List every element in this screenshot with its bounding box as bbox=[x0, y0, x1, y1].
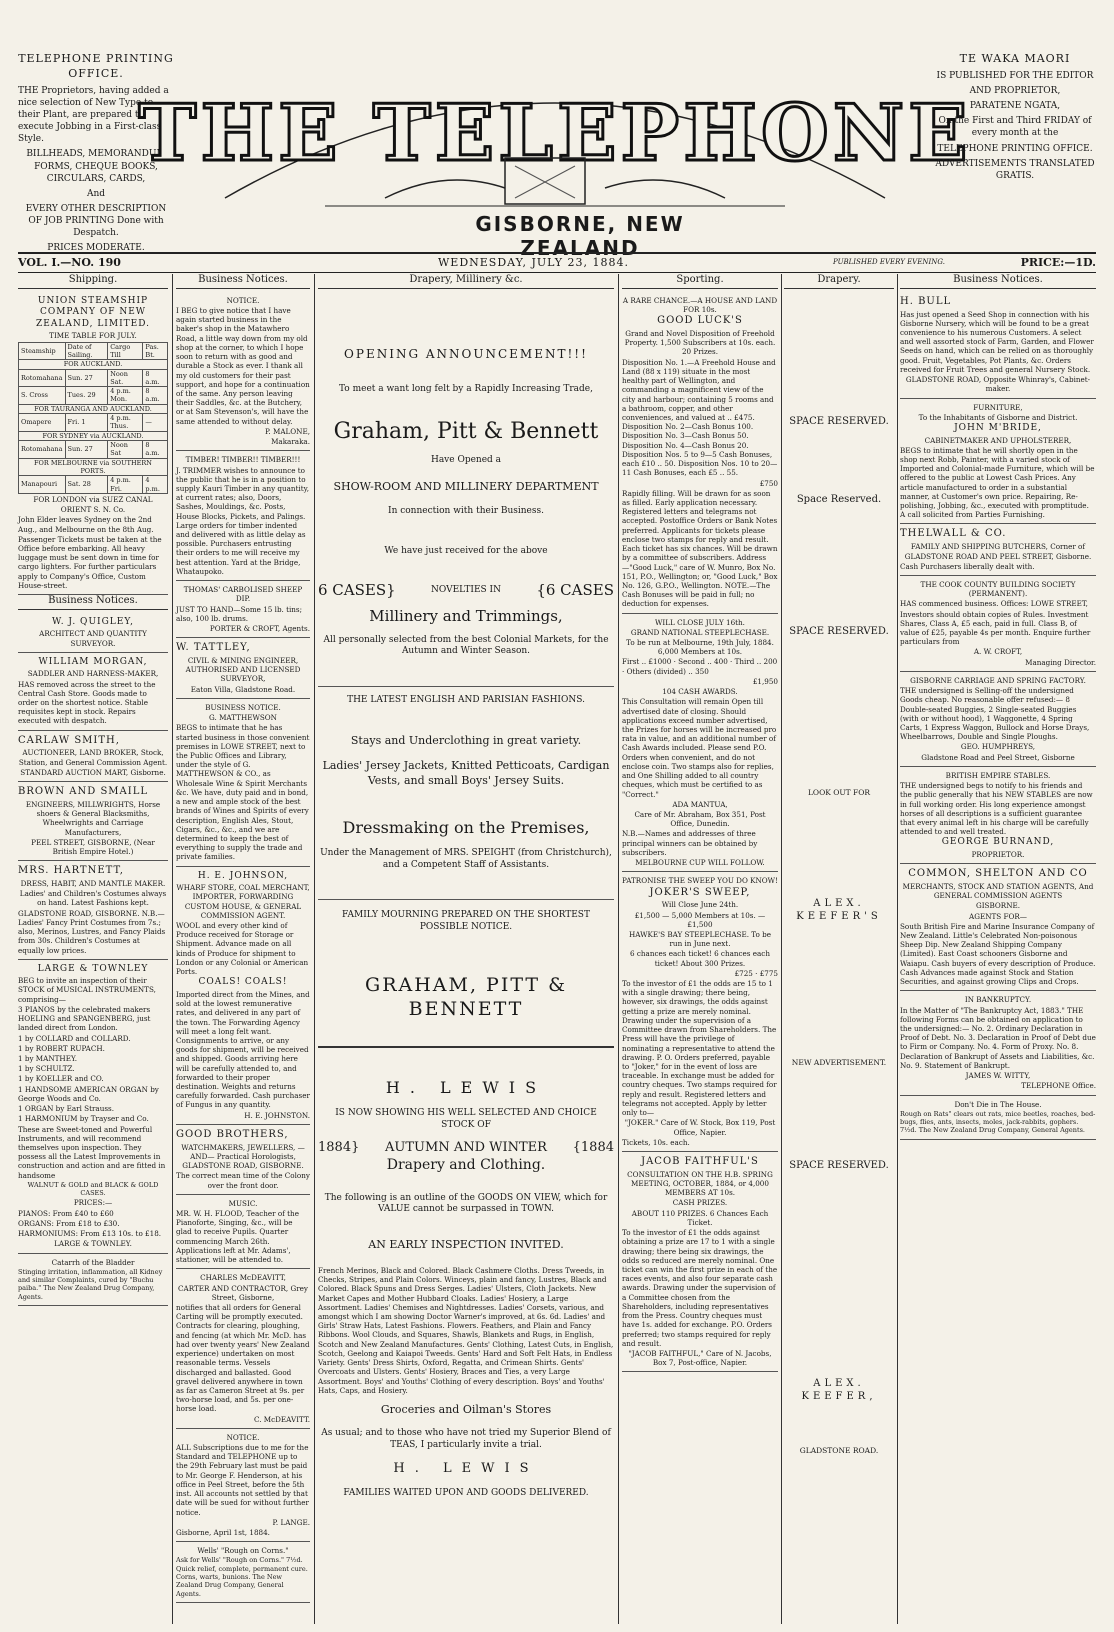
place-line: GISBORNE, NEW ZEALAND bbox=[475, 212, 685, 260]
grand-national-title: GRAND NATIONAL STEEPLECHASE. bbox=[630, 627, 770, 637]
morgan-body: HAS removed across the street to the Central Cash Store. Goods made to order on the shortest notice. Stable requisites kept in stock. Repairs executed with despatch. bbox=[18, 679, 156, 726]
groceries-body: As usual; and to those who have not tried my Superior Blend of TEAS, I particularly invite a trial. bbox=[321, 1428, 611, 1450]
dont-die-title: Don't Die in The House. bbox=[954, 1099, 1042, 1109]
autumn-winter: AUTUMN AND WINTER bbox=[385, 1140, 547, 1156]
sheep-dip-body: JUST TO HAND—Some 15 lb. tins; also, 100 lb. drums. bbox=[176, 604, 303, 623]
column-shipping bbox=[18, 274, 168, 1624]
hartnett-body: GLADSTONE ROAD, GISBORNE. N.B.—Ladies' Fancy Print Costumes from 7s.; also, Merinos, Lustres, and Fancy Plaids from 30s. Children's Costumes at equally low prices. bbox=[18, 908, 166, 955]
space-reserved-4: SPACE RESERVED. bbox=[789, 1160, 889, 1171]
lange-notice bbox=[176, 1429, 310, 1542]
quigley-name: W. J. QUIGLEY, bbox=[52, 616, 134, 627]
grand-national-sub: To be run at Melbourne, 19th July, 1884. 6,000 Members at 10s. bbox=[626, 638, 774, 657]
timetable-title: TIME TABLE FOR JULY. bbox=[49, 331, 137, 341]
th-cargo: Cargo Till bbox=[108, 342, 143, 360]
column-business-notices bbox=[176, 274, 310, 1624]
good-luck-sub: Grand and Novel Disposition of Freehold Property. 1,500 Subscribers at 10s. each. 20 Prizes. bbox=[624, 329, 776, 357]
lewis-signature: H. LEWIS bbox=[393, 1461, 539, 1477]
ada-mantua: ADA MANTUA, bbox=[672, 799, 728, 809]
carriage-factory-ad bbox=[900, 672, 1096, 767]
year-right: {1884 bbox=[572, 1140, 614, 1156]
wells-title: Wells' "Rough on Corns." bbox=[197, 1546, 289, 1556]
stables-title: BRITISH EMPIRE STABLES. bbox=[945, 770, 1051, 780]
morgan-ad bbox=[18, 653, 168, 731]
quigley-trade: ARCHITECT AND QUANTITY SURVEYOR. bbox=[39, 629, 147, 648]
catarrh-body: Stinging irritation, inflammation, all Kidney and similar Complaints, cured by "Buchu paiba." The New Zealand Drug Company, Agents. bbox=[18, 1267, 163, 1301]
jersey-line: Ladies' Jersey Jackets, Knitted Petticoats, Cardigan Vests, and small Boys' Jersey Suits. bbox=[322, 759, 610, 787]
management-line: Under the Management of MRS. SPEIGHT (from Christchurch), and a Competent Staff of Assistants. bbox=[320, 848, 612, 870]
joker-members: £1,500 — 5,000 Members at 10s. — £1,500 bbox=[634, 910, 766, 929]
thelwall-note: Cash Purchasers liberally dealt with. bbox=[900, 561, 1035, 571]
music-body: MR. W. H. FLOOD, Teacher of the Pianoforte, Singing, &c., will be glad to receive Pupils. Quarter commencing March 26th. Applications left at Mr. Adams', stationer, will be attended to. bbox=[176, 1209, 299, 1265]
common-trade: MERCHANTS, STOCK AND STATION AGENTS, And GENERAL COMMISSION AGENTS bbox=[902, 881, 1094, 901]
large-townley-signature: LARGE & TOWNLEY. bbox=[54, 1239, 132, 1249]
printing-office-title: TELEPHONE PRINTING OFFICE. bbox=[18, 52, 174, 80]
waka-line-4: On the First and Third FRIDAY of every month at the bbox=[938, 116, 1092, 139]
union-steamship-ad bbox=[18, 292, 168, 595]
lange-signature: P. LANGE. bbox=[272, 1517, 310, 1527]
column-rule bbox=[314, 274, 315, 1624]
morgan-name: WILLIAM MORGAN, bbox=[38, 656, 148, 667]
awards-body: This Consultation will remain Open till advertised date of closing. Should applications exceed number advertised, the Prizes for horses will be increased pro rata in value, and an additional number of Cash Awards included. Please send P.O. Orders when convenient, and do not enclose coin. Two stamps also for replies, and One Shilling added to all country cheques, which must be certified to as "Correct." bbox=[622, 697, 777, 799]
thelwall-trade: FAMILY AND SHIPPING BUTCHERS, Corner of GLADSTONE ROAD AND PEEL STREET, Gisborne. bbox=[904, 542, 1092, 561]
printing-office-body: THE Proprietors, having added a nice selection of New Type to their Plant, are prepared to execute Jobbing in a First-class Style. bbox=[18, 85, 169, 145]
porter-croft: PORTER & CROFT, Agents. bbox=[209, 624, 310, 634]
route-auckland: FOR AUCKLAND. bbox=[19, 360, 168, 369]
column-drapery bbox=[318, 274, 614, 1624]
issue-date: WEDNESDAY, JULY 23, 1884. bbox=[438, 256, 630, 269]
column-rule bbox=[897, 274, 898, 1624]
route-tauranga: FOR TAURANGA AND AUCKLAND. bbox=[19, 404, 168, 413]
showing-line: IS NOW SHOWING HIS WELL SELECTED AND CHOICE STOCK OF bbox=[335, 1108, 597, 1130]
cell: Omapere bbox=[19, 414, 66, 432]
large-line-4: 1 by COLLARD and COLLARD. bbox=[18, 1033, 131, 1043]
music-title: MUSIC. bbox=[228, 1198, 258, 1208]
volume-number: VOL. I.—NO. 190 bbox=[18, 256, 121, 269]
opening-announcement: OPENING ANNOUNCEMENT!!! bbox=[344, 346, 588, 361]
about-prizes: ABOUT 110 PRIZES. 6 Chances Each Ticket. bbox=[631, 1208, 769, 1227]
cook-offices: HAS commenced business. Offices: LOWE STREET, bbox=[900, 599, 1088, 609]
carlaw-ad bbox=[18, 731, 168, 782]
bull-ad bbox=[900, 292, 1096, 399]
waka-maori-box bbox=[935, 52, 1095, 185]
johnson-ad bbox=[176, 867, 310, 1125]
table-row bbox=[19, 414, 168, 432]
good-luck-title: GOOD LUCK'S bbox=[657, 315, 743, 327]
dont-die-body: Rough on Rats" clears out rats, mice beetles, roaches, bed-bugs, flies, ants, insects, moles, jack-rabbits, gophers. 7½d. The New Zealand Drug Company, General Agents. bbox=[900, 1109, 1096, 1135]
cell: 4 p.m. Fri. bbox=[108, 476, 143, 494]
tattley-trade: CIVIL & MINING ENGINEER, AUTHORISED AND LICENSED SURVEYOR, bbox=[185, 656, 301, 684]
large-townley-ad bbox=[18, 960, 168, 1254]
malone-place: Makaraka. bbox=[271, 437, 310, 447]
keefer-title-1: ALEX. KEEFER'S bbox=[796, 898, 882, 922]
logo-title: THE TELEPHONE bbox=[138, 88, 972, 179]
hartnett-ad bbox=[18, 861, 168, 960]
want-line: To meet a want long felt by a Rapidly Increasing Trade, bbox=[339, 384, 593, 395]
large-line-2: BEG to invite an inspection of their STOCK of MUSICAL INSTRUMENTS, comprising— bbox=[18, 976, 156, 1004]
timber-body: J. TRIMMER wishes to announce to the public that he is in a position to supply Kauri Timber in any quantity, at current rates; also, Doors, Sashes, Mouldings, &c. Posts, House Blocks, Pickets, and Palings. Large orders for timber indented and delivered with as little delay as possible. Purchasers entrusting their orders to me will receive my best attention. Yard at the Bridge, Whataupoko. bbox=[176, 465, 310, 576]
bull-address: GLADSTONE ROAD, Opposite Whinray's, Cabinet-maker. bbox=[905, 375, 1091, 394]
showroom-line: SHOW-ROOM AND MILLINERY DEPARTMENT bbox=[333, 480, 599, 494]
route-melbourne: FOR MELBOURNE via SOUTHERN PORTS. bbox=[19, 458, 168, 476]
building-society-ad bbox=[900, 576, 1096, 672]
jacob-address: "JACOB FAITHFUL," Care of N. Jacobs, Box 7, Post-office, Napier. bbox=[628, 1348, 772, 1368]
tattley-name: W. TATTLEY, bbox=[176, 642, 251, 654]
graham-pitt-bennett-ad bbox=[318, 347, 614, 1022]
mcdeavitt-name: CHARLES McDEAVITT, bbox=[200, 1273, 286, 1283]
large-line-3: 3 PIANOS by the celebrated makers HOELING and SPANGENBERG, just landed direct from London. bbox=[18, 1004, 151, 1033]
malone-notice bbox=[176, 292, 310, 452]
cell: Rotomahana bbox=[19, 441, 66, 459]
joker-body: To the investor of £1 the odds are 15 to 1 with a single drawing; there being, however, six drawings, the odds against getting a prize are merely nominal. Drawing under the supervision of a Committee drawn from Shareholders. The Press will have the privilege of nominating a representative to attend the drawing. P. O. Orders preferred, payable to "Joker," for in the event of loss are traceable. In exchange must be added for country cheques. Two stamps required for reply and result. Registered letters and telegrams not accepted. Apply by letter only to— bbox=[622, 979, 777, 1118]
hartnett-trade: DRESS, HABIT, AND MANTLE MAKER. bbox=[20, 879, 166, 888]
johnson-name: H. E. JOHNSON, bbox=[197, 870, 289, 881]
keefer-title-2: ALEX. KEEFER, bbox=[801, 1378, 877, 1402]
joker-totals: £725 · £775 bbox=[734, 968, 778, 978]
mourning-line: FAMILY MOURNING PREPARED ON THE SHORTEST POSSIBLE NOTICE. bbox=[318, 899, 614, 933]
mcbride-trade: CABINETMAKER AND UPHOLSTERER, bbox=[924, 435, 1072, 445]
cases-left: 6 CASES} bbox=[318, 581, 396, 600]
business-notices-heading: Business Notices. bbox=[18, 595, 168, 610]
mcdeavitt-trade: CARTER AND CONTRACTOR, Grey Street, Gisborne, bbox=[178, 1283, 308, 1302]
timetable-header bbox=[19, 342, 168, 360]
patronise-line: PATRONISE THE SWEEP YOU DO KNOW! bbox=[622, 876, 778, 886]
cell: 8 a.m. bbox=[143, 387, 168, 405]
good-luck-ad bbox=[622, 292, 778, 614]
humphreys-name: GEO. HUMPHREYS, bbox=[960, 742, 1036, 752]
common-shelton-ad bbox=[900, 864, 1096, 991]
tattley-ad bbox=[176, 638, 310, 699]
good-trade: WATCHMAKERS, JEWELLERS, —AND— Practical Horologists, GLADSTONE ROAD, GISBORNE. bbox=[181, 1142, 305, 1171]
masthead bbox=[0, 0, 1114, 260]
johnson-signature: H. E. JOHNSTON. bbox=[244, 1110, 310, 1120]
column-rule bbox=[172, 274, 173, 1624]
connection-line: In connection with their Business. bbox=[388, 506, 544, 517]
hartnett-line: Ladies' and Children's Costumes always on hand. Latest Fashions kept. bbox=[19, 889, 167, 908]
lewis-title: H. LEWIS bbox=[385, 1077, 547, 1097]
furniture-title: FURNITURE, bbox=[973, 402, 1023, 412]
joker-title: JOKER'S SWEEP, bbox=[649, 886, 751, 898]
stays-line: Stays and Underclothing in great variety. bbox=[350, 734, 582, 748]
issue-price: PRICE:—1D. bbox=[1020, 256, 1096, 269]
column-drapery-reserved bbox=[784, 274, 894, 1624]
carlaw-mart: STANDARD AUCTION MART, Gisborne. bbox=[20, 767, 166, 777]
rough-on-rats-ad bbox=[900, 1096, 1096, 1140]
jacob-title: JACOB FAITHFUL'S bbox=[641, 1155, 759, 1167]
cell: Tues. 29 bbox=[65, 387, 108, 405]
timber-ad bbox=[176, 451, 310, 581]
large-line-9: 1 HANDSOME AMERICAN ORGAN by George Woods and Co. bbox=[18, 1084, 159, 1103]
croft-name: A. W. CROFT, bbox=[973, 647, 1023, 657]
good-luck-body: Rapidly filling. Will be drawn for as soon as filled. Early application necessary. Registered letters and telegrams not accepted. Postoffice Orders or Bank Notes preferred. Applicants for tickets please enclose two stamps for reply and result. Each ticket has six chances. Will be drawn by a committee of subscribers. Address—"Good Luck," care of W. Munro, Box No. 151, P.O., Wellington; or, "Good Luck," Box No. 126, G.P.O., Wellington. NOTE.—The Cash Bonuses will be paid in full; no deduction for expenses. bbox=[622, 488, 778, 609]
cell: S. Cross bbox=[19, 387, 66, 405]
families-line: FAMILIES WAITED UPON AND GOODS DELIVERED. bbox=[343, 1487, 589, 1498]
shipping-heading: Shipping. bbox=[18, 274, 168, 289]
joker-tickets: Tickets, 10s. each. bbox=[622, 1137, 690, 1147]
waka-line-3: PARATENE NGATA, bbox=[969, 101, 1061, 112]
early-inspection: AN EARLY INSPECTION INVITED. bbox=[368, 1237, 564, 1251]
witty-name: JAMES W. WITTY, bbox=[965, 1071, 1031, 1081]
witty-office: TELEPHONE Office. bbox=[1021, 1081, 1096, 1091]
mcdeavitt-signature: C. McDEAVITT. bbox=[253, 1414, 310, 1424]
mcdeavitt-body: notifies that all orders for General Carting will be promptly executed. Contracts for clearing, ploughing, and fencing (at which Mr. McD. has had over twenty years' New Zealand experience) undertaken on most reasonable terms. Vessels discharged and ballasted. Good gravel delivered anywhere in town as far as Cameron Street at 9s. per two-horse load, and 5s. per one-horse load. bbox=[176, 1302, 310, 1414]
waka-maori-title: TE WAKA MAORI bbox=[959, 52, 1071, 65]
brown-address: PEEL STREET, GISBORNE, (Near British Empire Hotel.) bbox=[31, 837, 155, 856]
dressmaking-title: Dressmaking on the Premises, bbox=[342, 817, 590, 837]
logo-art bbox=[138, 48, 972, 223]
agents-body: South British Fire and Marine Insurance Company of New Zealand. Little's Celebrated Non-poisonous Sheep Dip. New Zealand Shipping Company (Limited). East Coast schooners Gisborne and Waiapu. Cash buyers of every description of Produce. Cash Advances made against Stock and Station Securities, and against growing Clips and Crops. bbox=[900, 921, 1096, 987]
notice2-body: ALL Subscriptions due to me for the Standard and TELEPHONE up to the 29th February last must be paid to Mr. George F. Henderson, at his office in Peel Street, before the 5th inst. All accounts not settled by that date will be sued for without further notice. bbox=[176, 1443, 309, 1517]
cell: 4 p.m. Thus. bbox=[108, 414, 143, 432]
goods-list: French Merinos, Black and Colored. Black Cashmere Cloths. Dress Tweeds, in Checks, Stripes, and Plain Colors. Winceys, plain and fancy, Lustres, Black and Colored. Black Spuns and Dress Serges. Ladies' Ulsters, Cloth Jackets. New Market Capes and Mother Hubbard Cloaks. Ladies' Hosiery, a Large Assortment. Ladies' Chemises and Nightdresses. Ladies' Corsets, various, and amongst which I am showing Doctor Warner's improved, at 6s. 6d. Ladies' and Girls' Straw Hats, Latest Fashions. Flowers. Feathers, and Plain and Fancy Ribbons. Wool Clouds, and Squares, Shawls, Blankets and Rugs, in English, Scotch and New Zealand Manufactures. Gents' Clothing, Latest Cuts, in English, Scotch, Geelong and Kaiapoi Tweeds. Gents' Hard and Soft Felt Hats, in Endless Variety. Gents' Dress Shirts, Oxford, Regatta, and Crimean Shirts. Gents' Overcoats and Ulsters. Gents' Hosiery, Braces and Ties, a very Large Assortment. Boys' and Youths' Clothing of every description. Boys' and Youths' Hats, Caps, and Hosiery. bbox=[318, 1265, 614, 1395]
croft-title: Managing Director. bbox=[1025, 657, 1096, 667]
cash-prizes: CASH PRIZES. bbox=[672, 1198, 728, 1208]
brown-smaill-ad bbox=[18, 782, 168, 861]
table-row bbox=[19, 441, 168, 459]
stables-body: THE undersigned begs to notify to his friends and the public generally that his NEW STABLES are now in full working order. His long experience amongst horses of all descriptions is a sufficient guarantee that every animal left in his charge will be carefully attended to and well treated. bbox=[900, 781, 1093, 837]
lange-date: Gisborne, April 1st, 1884. bbox=[176, 1528, 270, 1538]
matthewson-name: G. MATTHEWSON bbox=[209, 713, 277, 723]
selected-line: All personally selected from the best Colonial Markets, for the Autumn and Winter Season. bbox=[323, 634, 609, 657]
notice2-title: NOTICE. bbox=[226, 1432, 260, 1442]
business-notice-title: BUSINESS NOTICE. bbox=[205, 702, 281, 712]
johnson-trade: WHARF STORE, COAL MERCHANT, IMPORTER, FORWARDING CUSTOM HOUSE, & GENERAL COMMISSION AGENT. bbox=[176, 883, 310, 920]
bankruptcy-title: IN BANKRUPTCY. bbox=[964, 995, 1032, 1005]
large-line-8: 1 by KOELLER and CO. bbox=[18, 1074, 104, 1084]
total-1950: £1,950 bbox=[752, 676, 778, 686]
catarrh-ad bbox=[18, 1254, 168, 1306]
h-lewis-ad bbox=[318, 1046, 614, 1499]
received-line: We have just received for the above bbox=[384, 545, 548, 556]
prices-heading: PRICES:— bbox=[73, 1198, 113, 1208]
johnson-body: WOOL and every other kind of Produce received for Storage or Shipment. Advance made on all kinds of Produce for shipment to London or any Colonial or American Ports. bbox=[176, 921, 309, 977]
cell: Sun. 27 bbox=[65, 441, 108, 459]
thelwall-ad bbox=[900, 524, 1096, 575]
drapery-heading: Drapery, Millinery &c. bbox=[318, 274, 614, 289]
nb-line: N.B.—Names and addresses of three principal winners can be obtained by subscribers. bbox=[622, 829, 758, 857]
large-townley-title: LARGE & TOWNLEY bbox=[37, 963, 149, 974]
space-reserved-3: SPACE RESERVED. bbox=[789, 626, 889, 637]
notice-body: I BEG to give notice that I have again started business in the baker's shop in the Matawhero Road, a little way down from my old shop at the corner, to which I hope soon to return with as good and durable a Stock as ever. I thank all my old customers for their past support, and hope for a continuation of the same. Any person leaving their Saddles, &c. at the Butchery, or at Sam Stevenson's, will have the same attended to without delay. bbox=[176, 306, 310, 426]
humphreys-address: Gladstone Road and Peel Street, Gisborne bbox=[921, 752, 1075, 762]
route-sydney: FOR SYDNEY via AUCKLAND. bbox=[19, 431, 168, 440]
novelties-label: NOVELTIES IN bbox=[431, 585, 501, 596]
timber-title: TIMBER! TIMBER!! TIMBER!!! bbox=[185, 455, 301, 465]
passenger-note: Passenger Tickets must be taken at the Office before embarking. All heavy luggage must be sent down in time for cargo lighters. For further particulars apply to Company's Office, Custom House-street. bbox=[18, 534, 162, 590]
notice-title: NOTICE. bbox=[226, 295, 260, 305]
will-close: WILL CLOSE JULY 16th. bbox=[655, 617, 745, 627]
cell: Noon Sat bbox=[108, 441, 143, 459]
price-pianos: PIANOS: From £40 to £60 bbox=[18, 1208, 114, 1218]
mcdeavitt-ad bbox=[176, 1269, 310, 1429]
brown-trade: ENGINEERS, MILLWRIGHTS, Horse shoers & General Blacksmiths, Wheelwrights and Carriage Manufacturers, bbox=[25, 799, 161, 837]
carriage-title: GISBORNE CARRIAGE AND SPRING FACTORY. bbox=[910, 675, 1086, 685]
sheep-dip-ad bbox=[176, 581, 310, 638]
waka-line-1: IS PUBLISHED FOR THE EDITOR bbox=[936, 70, 1094, 81]
total-750: £750 bbox=[759, 478, 778, 488]
table-row bbox=[19, 369, 168, 387]
cash-awards: 104 CASH AWARDS. bbox=[662, 687, 738, 697]
matthewson-body: BEGS to intimate that he has started business in those convenient premises in LOWE STREET, next to the Public Offices and Library, under the style of G. MATTHEWSON & CO., as Wholesale Wine & Spirit Merchants &c. We have, duty paid and in bond, a new and ample stock of the best brands of Wines and Spirits of every description, English Ales, Stout, Cigars, &c., &c., and we are determined to keep the best of everything to supply the trade and private families. bbox=[176, 723, 310, 862]
wells-ad bbox=[176, 1542, 310, 1603]
tattley-address: Eaton Villa, Gladstone Road. bbox=[190, 684, 296, 694]
bull-body: Has just opened a Seed Shop in connection with his Gisborne Nursery, which will be found to be a great convenience to his numerous Customers. A select and well assorted stock of Farm, Garden, and Flower Seeds on hand, which can be relied on as thoroughly good. Fruit, Vegetables, Pot Plants, &c. Orders received for Fruit Trees and general Nursery Stock. bbox=[900, 309, 1094, 374]
printing-office-and: And bbox=[86, 188, 106, 199]
common-place: GISBORNE. bbox=[975, 901, 1021, 911]
carriage-body: THE undersigned is Selling-off the undersigned Goods cheap. No reasonable offer refused:— 8 Double-seated Buggies, 2 Single-seated Buggies (with or without hood), 1 Waggonette, 4 Spring Carts, 1 Express Waggon, Bullock and Horse Drays, Wheelbarrows, Double and Single Ploughs. bbox=[900, 686, 1090, 742]
carlaw-trade: AUCTIONEER, LAND BROKER, Stock, Station, and General Commission Agent. bbox=[18, 748, 168, 767]
large-line-7: 1 by SCHULTZ. bbox=[18, 1064, 75, 1074]
column-rule bbox=[781, 274, 782, 1624]
cook-title: THE COOK COUNTY BUILDING SOCIETY (PERMANENT). bbox=[920, 579, 1076, 599]
th-steamship: Steamship bbox=[19, 342, 66, 360]
grand-national-ad bbox=[622, 614, 778, 873]
space-reserved-2: Space Reserved. bbox=[796, 494, 882, 505]
stables-ad bbox=[900, 767, 1096, 864]
price-harmoniums: HARMONIUMS: From £13 10s. to £18. bbox=[18, 1229, 162, 1239]
printing-office-every: EVERY OTHER DESCRIPTION OF JOB PRINTING Done with Despatch. bbox=[25, 203, 167, 239]
column-business-notices-right bbox=[900, 274, 1096, 1624]
price-organs: ORGANS: From £18 to £30. bbox=[18, 1218, 120, 1228]
cases-right: {6 CASES bbox=[536, 581, 614, 600]
gpb-signature: GRAHAM, PITT & BENNETT bbox=[365, 974, 567, 1021]
cell: Sat. 28 bbox=[65, 476, 108, 494]
th-date: Date of Sailing. bbox=[65, 342, 108, 360]
good-brothers-ad bbox=[176, 1125, 310, 1195]
look-out-for: LOOK OUT FOR bbox=[807, 788, 871, 797]
cell: Rotomahana bbox=[19, 369, 66, 387]
wells-body: Ask for Wells' "Rough on Corns." 7½d. Quick relief, complete, permanent cure. Corns, warts, bunions. The New Zealand Drug Company, General Agents. bbox=[176, 1556, 308, 1598]
sporting-heading: Sporting. bbox=[622, 274, 778, 289]
rare-chance: A RARE CHANCE.—A HOUSE AND LAND FOR 10s. bbox=[622, 295, 778, 315]
joker-address: "JOKER." Care of W. Stock, Box 119, Post Office, Napier. bbox=[624, 1118, 776, 1137]
burnand-title: PROPRIETOR. bbox=[971, 849, 1025, 859]
cell: Noon Sat. bbox=[108, 369, 143, 387]
burnand-name: GEORGE BURNAND, bbox=[941, 837, 1055, 848]
furniture-sub: To the Inhabitants of Gisborne and District. bbox=[918, 412, 1078, 422]
union-title: UNION STEAMSHIP COMPANY OF NEW ZEALAND, LIMITED. bbox=[36, 295, 150, 329]
mcbride-ad bbox=[900, 399, 1096, 525]
hawkes-bay: HAWKE'S BAY STEEPLECHASE. To be run in June next. bbox=[628, 929, 772, 949]
brown-name: BROWN AND SMAILL bbox=[18, 786, 148, 798]
column-rule bbox=[618, 274, 619, 1624]
dispositions: Disposition No. 1.—A Freehold House and Land (88 x 119) situate in the most healthy part of Wellington, and commanding a magnificent view of the city and harbour; containing 5 rooms and a bathroom, copper, and other conveniences, and valued at .. £475. Disposition No. 2—Cash Bonus 100. Disposition No. 3—Cash Bonus 50. Disposition No. 4—Cash Bonus 20. Disposition Nos. 5 to 9—5 Cash Bonuses, each £10 .. 50. Disposition Nos. 10 to 20—11 Cash Bonuses, each £5 .. 55. bbox=[622, 357, 778, 478]
london-route: FOR LONDON via SUEZ CANAL bbox=[33, 494, 153, 504]
coals-title: COALS! COALS! bbox=[198, 977, 288, 988]
waka-line-6: ADVERTISEMENTS TRANSLATED GRATIS. bbox=[935, 158, 1095, 181]
large-line-5: 1 by ROBERT RUPACH. bbox=[18, 1043, 105, 1053]
jokers-sweep-ad bbox=[622, 872, 778, 1152]
large-line-13: WALNUT & GOLD and BLACK & GOLD CASES. bbox=[27, 1180, 159, 1198]
good-note: The correct mean time of the Colony over the front door. bbox=[176, 1171, 310, 1190]
large-line-11: 1 HARMONIUM by Trayser and Co. bbox=[18, 1114, 149, 1124]
hartnett-name: MRS. HARTNETT, bbox=[18, 865, 124, 877]
drapery-clothing-title: Drapery and Clothing. bbox=[386, 1156, 546, 1173]
outline-line: The following is an outline of the GOODS ON VIEW, which for VALUE cannot be surpassed in TOWN. bbox=[324, 1192, 608, 1215]
hawkes-chances: 6 chances each ticket! 6 chances each ticket! About 300 Prizes. bbox=[630, 949, 770, 968]
ada-address: Care of Mr. Abraham, Box 351, Post Office, Dunedin. bbox=[634, 809, 766, 829]
coals-body: Imported direct from the Mines, and sold at the lowest remunerative rates, and delivered in any part of the town. The Forwarding Agency will meet a long felt want. Consignments to arrive, or any goods for shipment, will be received and shipped. Goods arriving here will be carefully attended to, and forwarded to their proper destination. Weights and returns carefully forwarded. Cash purchaser of Fungus in any quantity. bbox=[176, 989, 310, 1110]
melbourne-cup: MELBOURNE CUP WILL FOLLOW. bbox=[635, 858, 765, 868]
cell: Sun. 27 bbox=[65, 369, 108, 387]
waka-line-5: TELEPHONE PRINTING OFFICE. bbox=[937, 143, 1093, 154]
cell: 8 a.m. bbox=[143, 441, 168, 459]
good-name: GOOD BROTHERS, bbox=[176, 1128, 289, 1140]
cases-line bbox=[318, 581, 614, 600]
cell: 8 a.m. bbox=[143, 369, 168, 387]
groceries-title: Groceries and Oilman's Stores bbox=[380, 1402, 552, 1416]
column-sporting bbox=[622, 274, 778, 1624]
carlaw-name: CARLAW SMITH, bbox=[18, 734, 120, 746]
table-row bbox=[19, 476, 168, 494]
business-notices-heading: Business Notices. bbox=[900, 274, 1096, 289]
bankruptcy-body: In the Matter of "The Bankruptcy Act, 1883." THE following Forms can be obtained on application to the undersigned:— No. 2. Ordinary Declaration in Proof of Debt. No. 3. Declaration in Proof of Debt due to Firm or Company. No. 4. Form of Proxy. No. 8. Declaration of Bankrupt of Assets and Liabilities, &c. No. 9. Statement of Bankrupt. bbox=[900, 1005, 1096, 1070]
gpb-title: Graham, Pitt & Bennett bbox=[333, 418, 599, 444]
joker-close: Will Close June 24th. bbox=[661, 900, 739, 910]
large-line-6: 1 by MANTHEY. bbox=[18, 1054, 78, 1064]
printing-office-prices: PRICES MODERATE. bbox=[47, 243, 145, 254]
telephone-logo bbox=[138, 48, 972, 223]
have-opened: Have Opened a bbox=[430, 454, 502, 465]
sheep-dip-title: THOMAS' CARBOLISED SHEEP DIP. bbox=[183, 585, 303, 604]
printing-office-items: BILLHEADS, MEMORANDUM FORMS, CHEQUE BOOKS, CIRCULARS, CARDS, bbox=[26, 149, 166, 184]
cell: 4 p.m. Mon. bbox=[108, 387, 143, 405]
cell: Fri. 1 bbox=[65, 414, 108, 432]
morgan-trade: SADDLER AND HARNESS-MAKER, bbox=[27, 669, 159, 679]
orient-company: ORIENT S. N. Co. bbox=[60, 505, 126, 515]
large-line-12: These are Sweet-toned and Powerful Instruments, and will recommend themselves upon inspection. They possess all the Latest Improvements in construction and action and are fitted in handsome bbox=[18, 1124, 166, 1180]
table-row bbox=[19, 387, 168, 405]
agents-heading: AGENTS FOR— bbox=[969, 911, 1027, 921]
cell: — bbox=[143, 414, 168, 432]
millinery-title: Millinery and Trimmings, bbox=[369, 606, 563, 625]
cook-body: Investors should obtain copies of Rules. Investment Shares, Class A, £5 each, paid in full. Class B, of value of £25, payable 4s per month. Enquire further particulars from bbox=[900, 609, 1091, 647]
grand-prizes: First .. £1000 · Second .. 400 · Third .. 200 · Others (divided) .. 350 bbox=[622, 657, 778, 676]
thelwall-name: THELWALL & CO. bbox=[900, 528, 1007, 540]
date-bar bbox=[18, 252, 1096, 273]
john-elder-note: John Elder leaves Sydney on the 2nd Aug., and Melbourne on the 8th Aug. bbox=[18, 515, 154, 534]
drapery-col-heading: Drapery. bbox=[784, 274, 894, 289]
matthewson-ad bbox=[176, 699, 310, 867]
catarrh-title: Catarrh of the Bladder bbox=[51, 1257, 135, 1267]
jacob-sub: CONSULTATION ON THE H.B. SPRING MEETING, OCTOBER, 1884, or 4,000 MEMBERS AT 10s. bbox=[627, 1169, 773, 1198]
new-advertisement: NEW ADVERTISEMENT. bbox=[791, 1058, 887, 1067]
th-pas: Pas. Bt. bbox=[143, 342, 168, 360]
latest-fashions: THE LATEST ENGLISH AND PARISIAN FASHIONS. bbox=[318, 686, 614, 707]
bankruptcy-ad bbox=[900, 991, 1096, 1095]
waka-line-2: AND PROPRIETOR, bbox=[969, 85, 1061, 96]
music-ad bbox=[176, 1195, 310, 1270]
cell: 4 p.m. bbox=[143, 476, 168, 494]
autumn-winter-line bbox=[318, 1140, 614, 1157]
cell: Manapouri bbox=[19, 476, 66, 494]
jacob-faithful-ad bbox=[622, 1152, 778, 1372]
timetable bbox=[18, 342, 168, 494]
mcbride-body: BEGS to intimate that he will shortly open in the shop next Robb, Painter, with a varied stock of Imported and Colonial-made Furniture, which will be offered to the public at Lowest Cash Prices. Any article manufactured to order in a substantial manner, at Customer's own price. Repairing, Re-polishing, Jobbing, &c., executed with promptitude. A call solicited from Parties Furnishing. bbox=[900, 445, 1095, 520]
mcbride-name: JOHN M'BRIDE, bbox=[954, 423, 1042, 433]
bull-name: H. BULL bbox=[900, 295, 952, 307]
published-note: PUBLISHED EVERY EVENING. bbox=[833, 258, 945, 266]
common-name: COMMON, SHELTON AND CO bbox=[908, 868, 1088, 880]
jacob-body: To the investor of £1 the odds against obtaining a prize are 17 to 1 with a single drawing; there being six drawings, the odds so reduced are merely nominal. One ticket can win the first prize in each of the races events, and also four separate cash awards. Drawing under the supervision of a Committee chosen from the Shareholders, including representatives from the Press. Country cheques must have 1s. added for exchange. P.O. Orders preferred; two stamps required for reply and result. bbox=[622, 1228, 778, 1348]
space-reserved-1: SPACE RESERVED. bbox=[789, 416, 889, 427]
large-line-10: 1 ORGAN by Earl Strauss. bbox=[18, 1104, 114, 1114]
year-left: 1884} bbox=[318, 1140, 360, 1156]
gladstone-road: GLADSTONE ROAD. bbox=[799, 1446, 879, 1455]
quigley-ad bbox=[18, 613, 168, 653]
business-notices-heading: Business Notices. bbox=[176, 274, 310, 289]
malone-signature: P. MALONE, bbox=[265, 426, 310, 436]
